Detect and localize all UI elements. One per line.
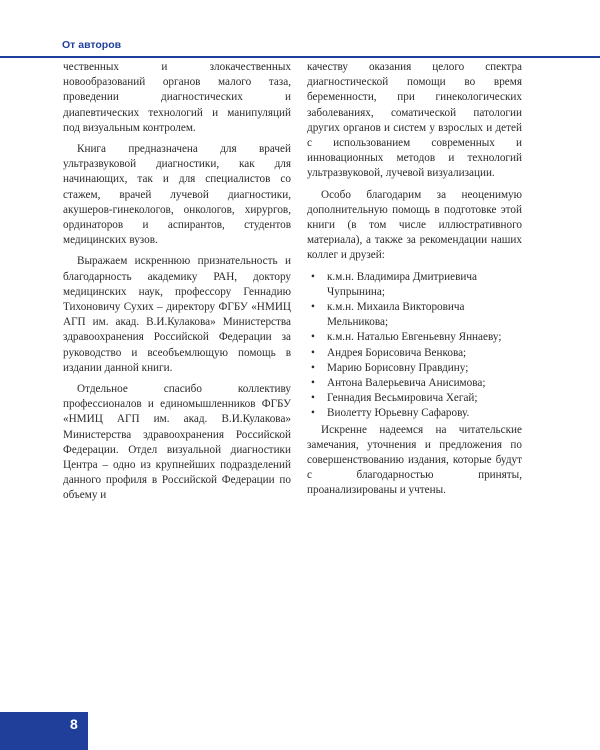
list-item: • Антона Валерьевича Анисимова; (307, 376, 522, 391)
paragraph: Особо благодарим за неоценимую дополнительную помощь в подготовке этой книги (в том числе иллюстративного материала), а также за рекомендации наших коллег и друзей: (307, 188, 522, 262)
closing-paragraph: Искренне надеемся на читательские замечания, уточнения и предложения по совершенствованию издания, которые будут с благодарностью приняты, проанализированы и учтены. (307, 423, 522, 497)
paragraph: Книга предназначена для врачей ультразвуковой диагностики, как для начинающих, так и для специалистов со стажем, врачей лучевой диагностики, акушеров-гинекологов, онкологов, хирургов, ординаторов и аспирантов, студентов медицинских вузов. (63, 143, 291, 247)
paragraph: Выражаем искреннюю признательность и благодарность академику РАН, доктору медицинских наук, профессору Геннадию Тихоновичу Сухих – директору ФГБУ «НМИЦ АГП им. акад. В.И.Кулакова» Министерства здравоохранения Российской Федерации за руководство и всеобъемлющую помощь в издании данной книги. (63, 255, 291, 374)
list-item: • Марию Борисовну Правдину; (307, 361, 522, 376)
right-column (307, 60, 522, 505)
list-item: • Виолетту Юрьевну Сафарову. (307, 406, 522, 421)
left-column (63, 60, 291, 510)
list-item: • Геннадия Весьмировича Хегай; (307, 391, 522, 406)
list-item: • к.м.н. Наталью Евгеньевну Яннаеву; (307, 330, 522, 345)
header-rule (0, 56, 600, 58)
thanks-list (307, 270, 522, 422)
paragraph: качеству оказания целого спектра диагностической помощи во время беременности, при гинекологических заболеваниях, соматической патологии других органов и систем у взрослых и детей с использованием современных и инновационных методов и технологий ультразвуковой, лучевой визуализации. (307, 61, 522, 180)
page-number: 8 (70, 716, 78, 732)
running-header (0, 38, 600, 58)
list-item: • к.м.н. Владимира Дмитриевича Чупрынина; (307, 270, 522, 300)
section-title: От авторов (62, 39, 122, 51)
list-item: • Андрея Борисовича Венкова; (307, 346, 522, 361)
paragraph: Отдельное спасибо коллективу профессионалов и единомышленников ФГБУ «НМИЦ АГП им. акад. В.И.Кулакова» Министерства здравоохранения Российской Федерации. Отдел визуальной диагностики Центра – одно из крупнейших подразделений данного профиля в Российской Федерации по объему и (63, 383, 291, 502)
paragraph: чественных и злокачественных новообразований органов малого таза, проведении диагностических и диапевтических технологий и манипуляций под визуальным контролем. (63, 61, 291, 134)
list-item: • к.м.н. Михаила Викторовича Мельникова; (307, 300, 522, 330)
